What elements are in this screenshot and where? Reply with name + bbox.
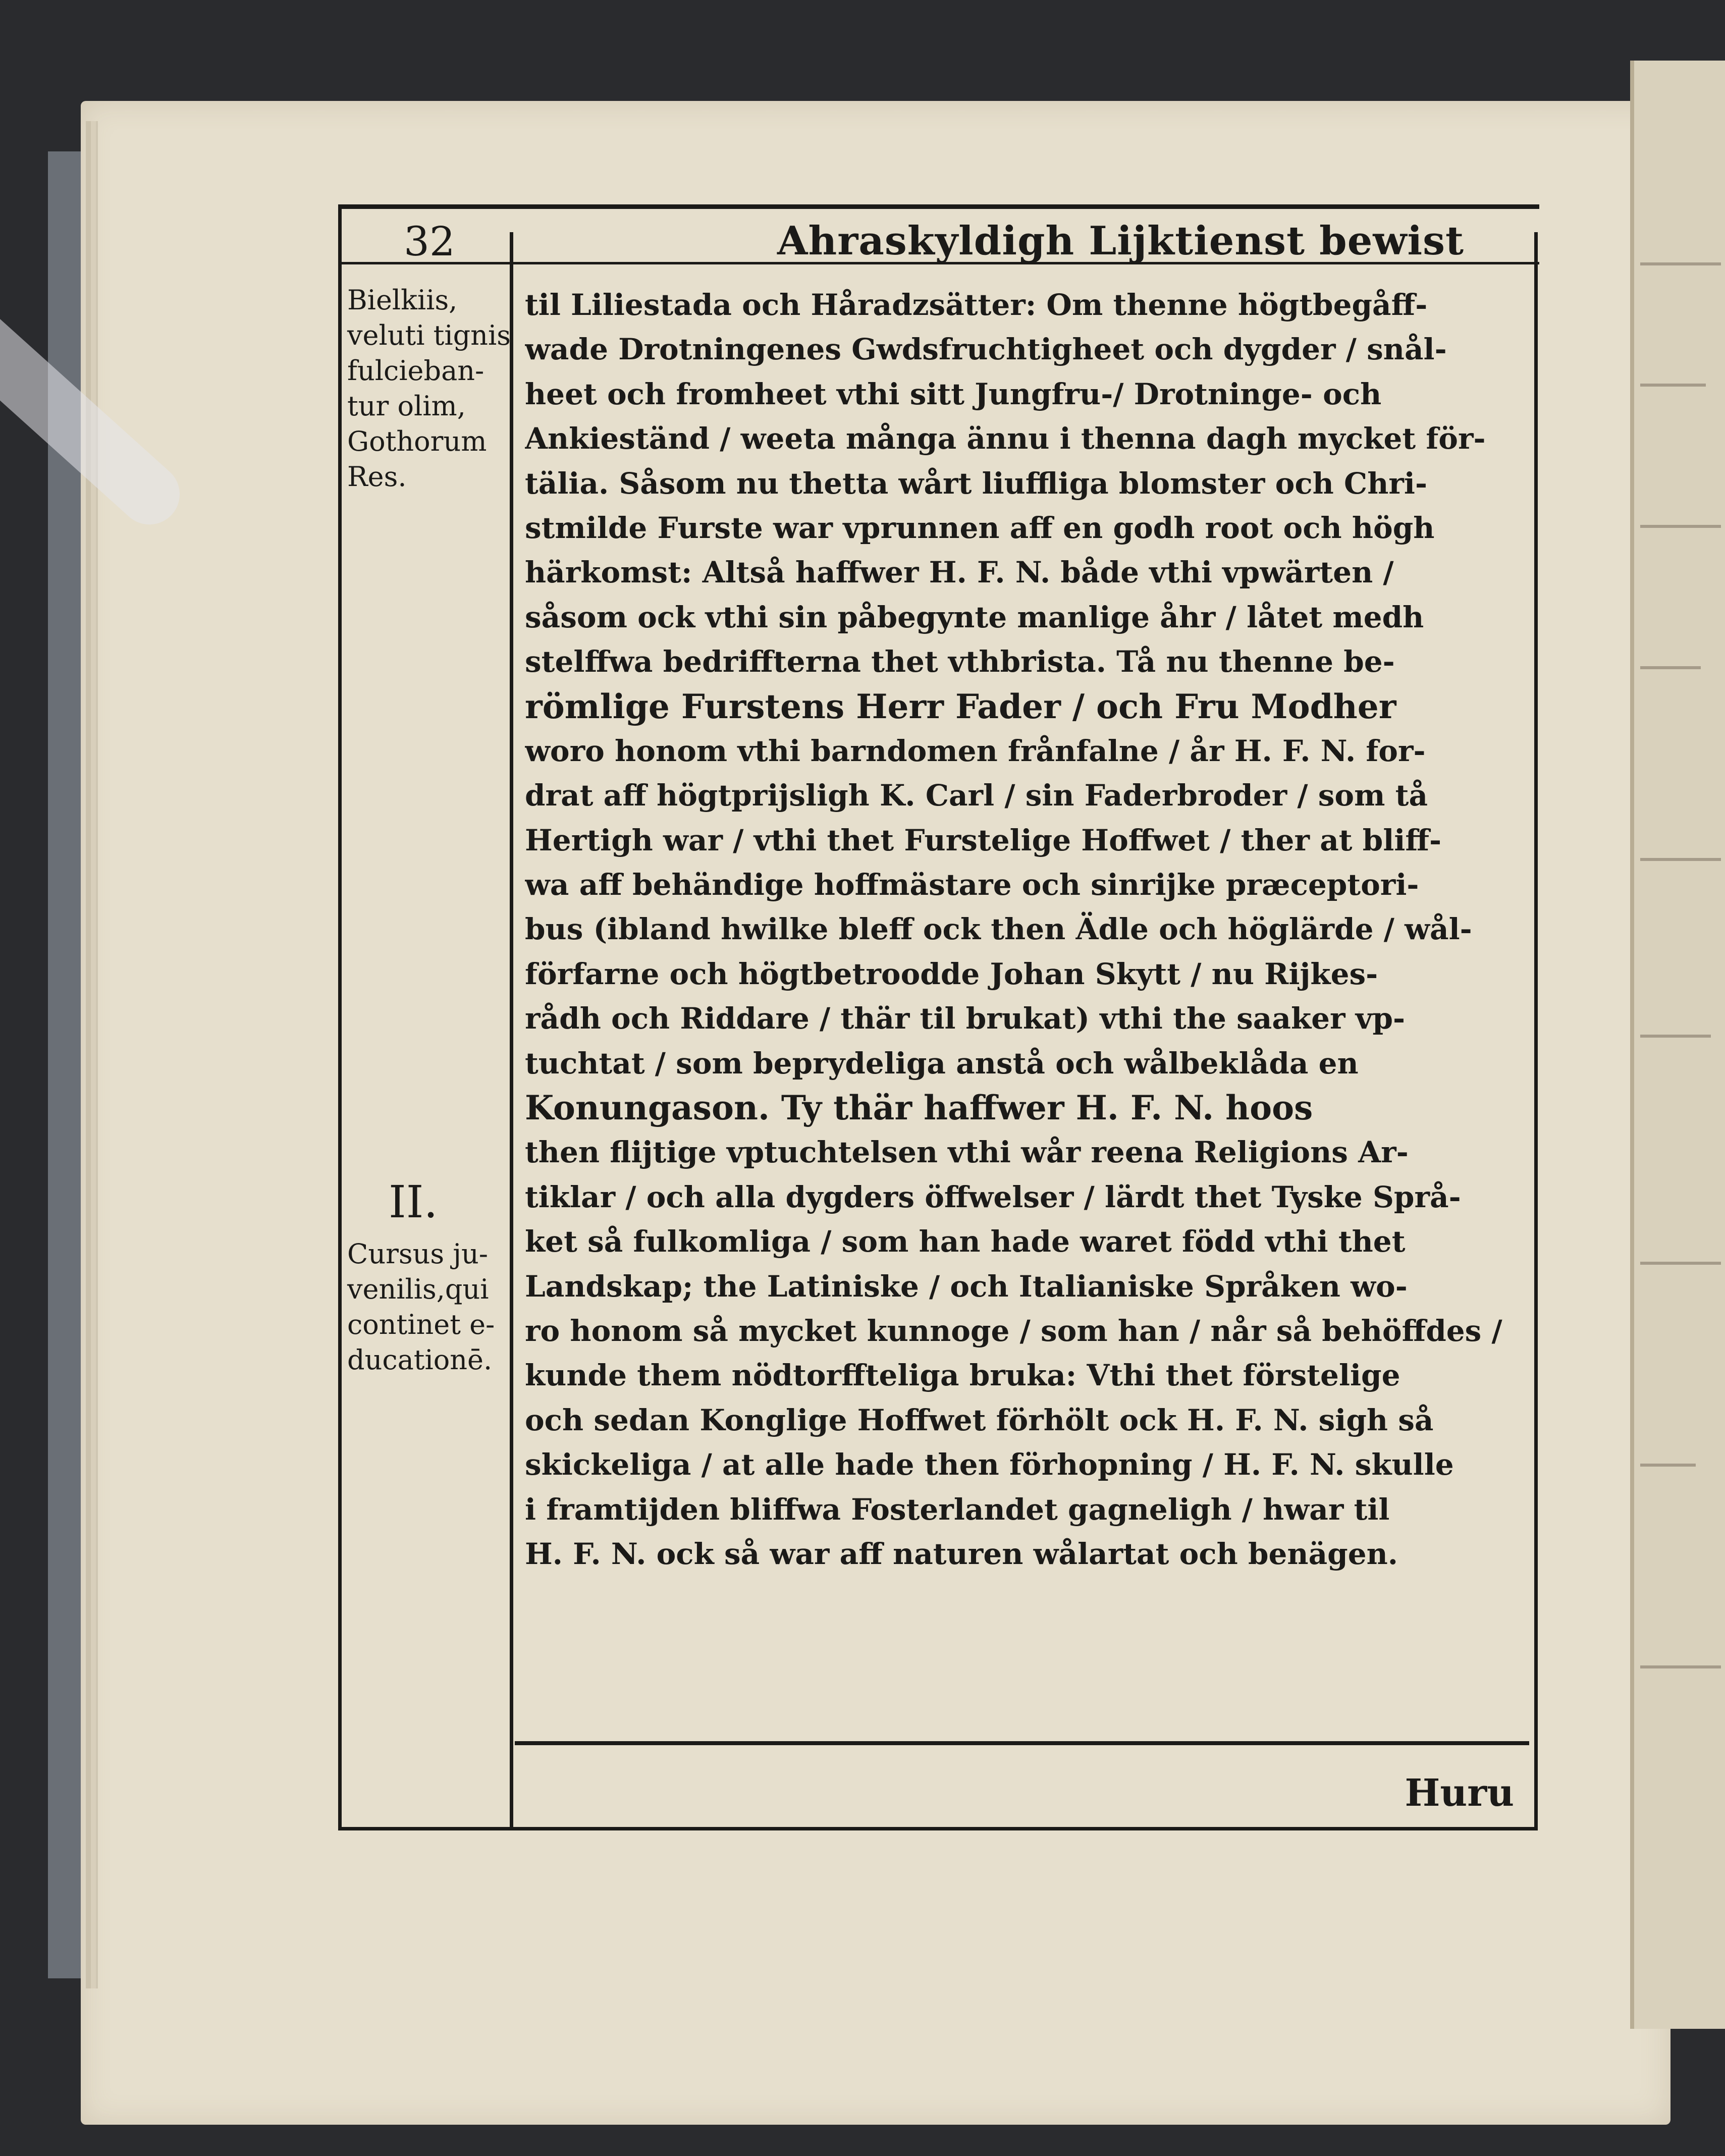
text-line: wa aff behändige hoffmästare och sinrijke præceptori-	[525, 868, 1419, 902]
margin-note-line: Bielkiis,	[347, 284, 458, 316]
text-line: römlige Furstens Herr Fader / och Fru Modher	[525, 686, 1396, 726]
margin-note-line: Res.	[347, 461, 407, 493]
frame-rule-bottom	[338, 1827, 1538, 1830]
text-line: then flijtige vptuchtelsen vthi wår reena Religions Ar-	[525, 1135, 1409, 1170]
facing-page-handwriting	[1640, 666, 1701, 669]
facing-page-handwriting	[1640, 1035, 1711, 1038]
page-number: 32	[404, 218, 455, 265]
text-line: tuchtat / som beprydeliga anstå och wålbeklåda en	[525, 1046, 1359, 1081]
text-line: stmilde Furste war vprunnen aff en godh root och högh	[525, 510, 1435, 545]
margin-note-line: Cursus ju-	[347, 1238, 489, 1270]
text-line: kunde them nödtorffteliga bruka: Vthi thet förstelige	[525, 1358, 1400, 1393]
page-edges	[96, 121, 138, 1988]
text-line: H. F. N. ock så war aff naturen wålartat och benägen.	[525, 1536, 1398, 1571]
text-line: skickeliga / at alle hade then förhopning / H. F. N. skulle	[525, 1447, 1454, 1482]
margin-note-line: venilis,qui	[347, 1273, 489, 1305]
text-line: til Liliestada och Håradzsätter: Om thenne högtbegåff-	[525, 288, 1428, 322]
facing-page-handwriting	[1640, 525, 1721, 528]
text-line: Landskap; the Latiniske / och Italianiske Språken wo-	[525, 1269, 1408, 1304]
text-line: ket så fulkomliga / som han hade waret född vthi thet	[525, 1224, 1406, 1259]
text-line: Ankieständ / weeta många ännu i thenna dagh mycket för-	[525, 421, 1486, 456]
text-line: härkomst: Altså haffwer H. F. N. både vthi vpwärten /	[525, 555, 1394, 590]
facing-page-handwriting	[1640, 1464, 1696, 1467]
text-line: förfarne och högtbetroodde Johan Skytt / nu Rijkes-	[525, 956, 1378, 991]
text-line: woro honom vthi barndomen frånfalne / år H. F. N. for-	[525, 733, 1426, 768]
facing-page-handwriting	[1640, 1262, 1721, 1265]
margin-note-line: fulcieban-	[347, 355, 484, 387]
frame-rule-left	[338, 204, 342, 1829]
text-line: rådh och Riddare / thär til brukat) vthi the saaker vp-	[525, 1001, 1406, 1036]
text-line: och sedan Konglige Hoffwet förhölt ock H. F. N. sigh så	[525, 1403, 1434, 1437]
facing-page-handwriting	[1640, 262, 1721, 265]
catchword: Huru	[1405, 1771, 1514, 1815]
margin-note-1	[347, 283, 511, 495]
margin-note-line: Gothorum	[347, 425, 487, 457]
text-line: tiklar / och alla dygders öffwelser / lärdt thet Tyske Språ-	[525, 1179, 1461, 1214]
text-bottom-rule	[515, 1741, 1529, 1745]
frame-rule-right	[1534, 232, 1538, 1829]
margin-note-line: veluti tignis	[347, 319, 511, 351]
running-head: Ahraskyldigh Lijktienst bewist	[777, 218, 1465, 264]
text-line: tälia. Såsom nu thetta wårt liuffliga blomster och Chri-	[525, 466, 1428, 501]
facing-page-handwriting	[1640, 858, 1721, 861]
facing-page-handwriting	[1640, 384, 1706, 387]
body-text	[525, 283, 1514, 1576]
section-numeral: II.	[389, 1176, 438, 1228]
margin-note-line: tur olim,	[347, 390, 466, 422]
margin-note-line: ducationē.	[347, 1344, 493, 1376]
margin-note-2	[347, 1236, 495, 1378]
text-line: heet och fromheet vthi sitt Jungfru-/ Drotninge- och	[525, 376, 1382, 411]
text-line: ro honom så mycket kunnoge / som han / når så behöffdes /	[525, 1313, 1502, 1348]
text-line: stelffwa bedriffterna thet vthbrista. Tå nu thenne be-	[525, 644, 1395, 679]
facing-page-handwriting	[1640, 1665, 1721, 1668]
text-line: drat aff högtprijsligh K. Carl / sin Faderbroder / som tå	[525, 778, 1428, 813]
text-line: wade Drotningenes Gwdsfruchtigheet och dygder / snål-	[525, 332, 1447, 367]
text-line: Konungason. Ty thär haffwer H. F. N. hoos	[525, 1088, 1313, 1128]
text-line: Hertigh war / vthi thet Furstelige Hoffwet / ther at bliff-	[525, 823, 1442, 857]
margin-note-line: continet e-	[347, 1309, 495, 1340]
text-line: bus (ibland hwilke bleff ock then Ädle och höglärde / wål-	[525, 912, 1472, 947]
facing-page-edge	[1630, 61, 1725, 2029]
text-line: såsom ock vthi sin påbegynte manlige åhr / låtet medh	[525, 600, 1424, 634]
text-line: i framtijden bliffwa Fosterlandet gagneligh / hwar til	[525, 1492, 1390, 1527]
